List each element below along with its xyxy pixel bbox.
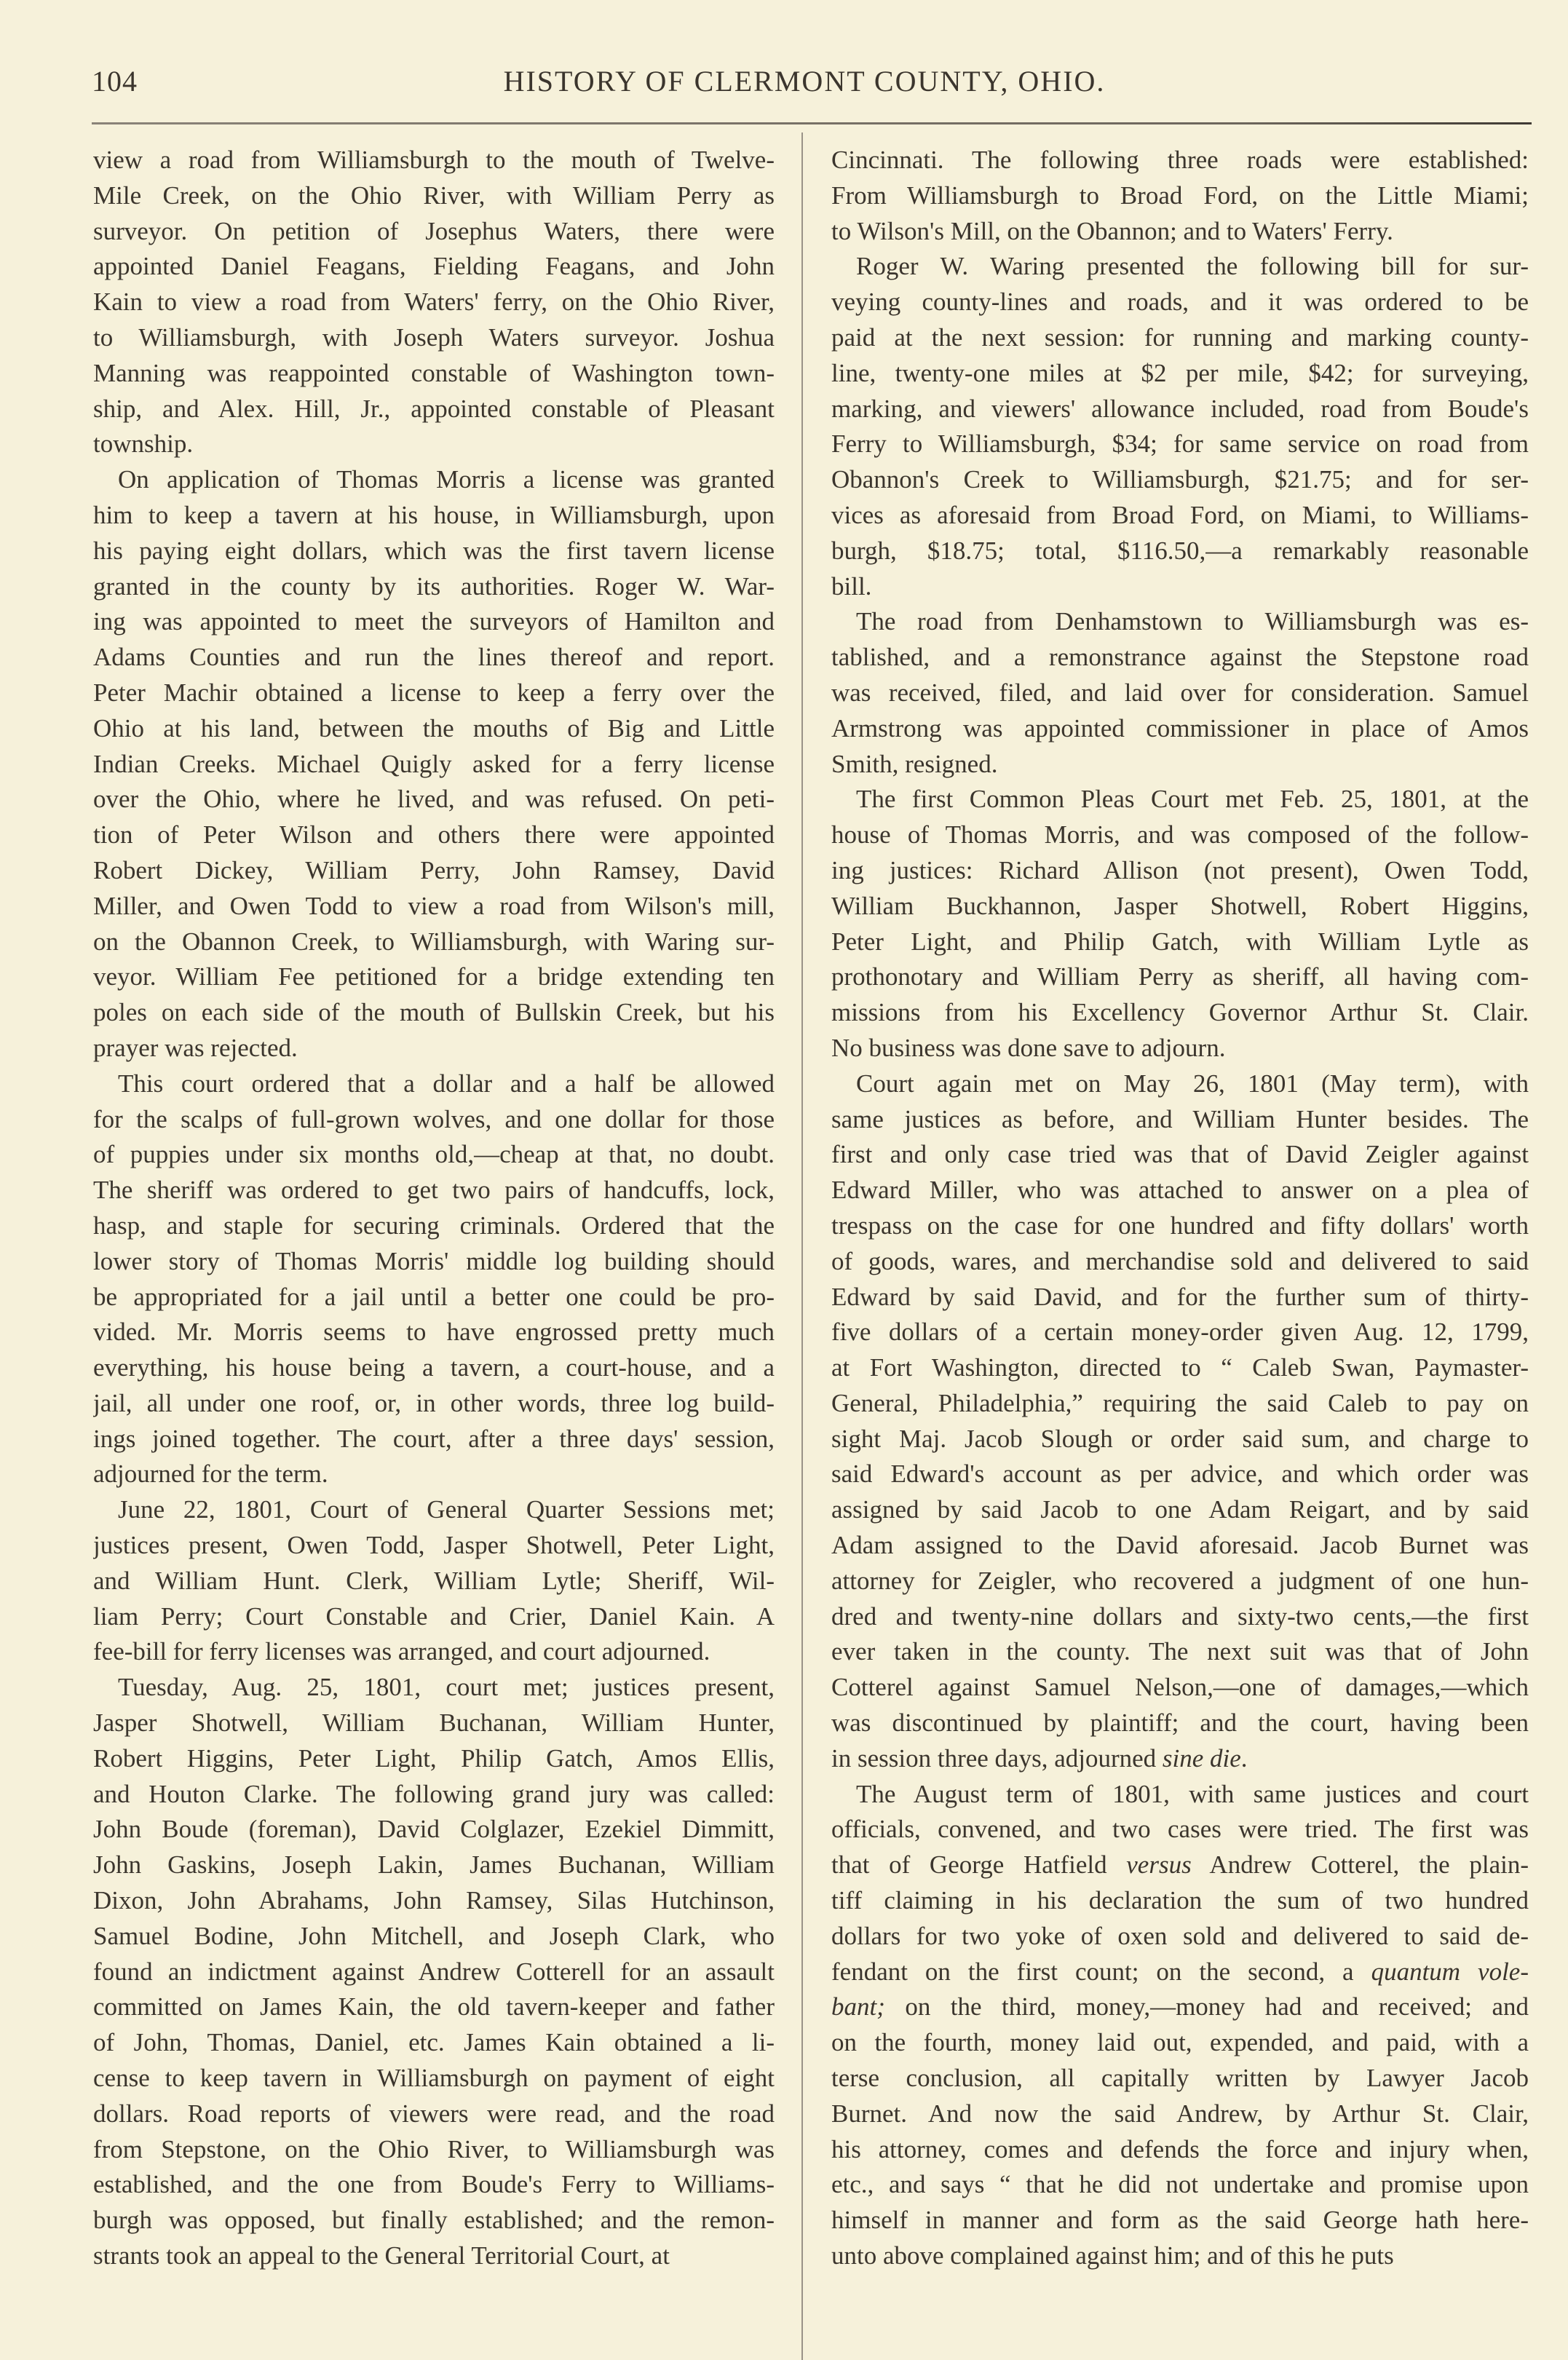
text-line: first and only case tried was that of David Zeigler against — [831, 1140, 1529, 1169]
text-segment: on the third, money,—money had and received; and — [884, 1992, 1529, 2022]
text-line: assigned by said Jacob to one Adam Reigart, and by said — [831, 1495, 1529, 1524]
text-line: dred and twenty-nine dollars and sixty-two cents,—the first — [831, 1601, 1529, 1631]
text-line: hasp, and staple for securing criminals. Ordered that the — [93, 1211, 775, 1240]
text-line: vided. Mr. Morris seems to have engrossed pretty much — [93, 1318, 775, 1347]
text-line: dollars. Road reports of viewers were read, and the road — [93, 2099, 775, 2128]
text-line: The August term of 1801, with same justices and court — [856, 1779, 1529, 1808]
text-line: attorney for Zeigler, who recovered a judgment of one hun- — [831, 1566, 1529, 1595]
text-line: prothonotary and William Perry as sheriff, all having com- — [831, 962, 1529, 991]
text-line: five dollars of a certain money-order given Aug. 12, 1799, — [831, 1318, 1529, 1347]
text-line: The sheriff was ordered to get two pairs of handcuffs, lock, — [93, 1176, 775, 1205]
text-line: Edward Miller, who was attached to answer on a plea of — [831, 1176, 1529, 1205]
text-line: for the scalps of full-grown wolves, and one dollar for those — [93, 1104, 775, 1133]
text-line: appointed Daniel Feagans, Fielding Feagans, and John — [93, 252, 775, 281]
text-line: Ohio at his land, between the mouths of Big and Little — [93, 713, 775, 743]
text-line: Jasper Shotwell, William Buchanan, William Hunter, — [93, 1708, 775, 1738]
text-line: committed on James Kain, the old tavern-keeper and father — [93, 1992, 775, 2022]
italic-text: versus — [1126, 1850, 1192, 1880]
text-line: veyor. William Fee petitioned for a bridge extending ten — [93, 962, 775, 991]
text-segment: . — [1240, 1743, 1248, 1773]
text-line: burgh was opposed, but finally established; and the remon- — [93, 2206, 775, 2235]
text-segment: that of George Hatfield — [831, 1850, 1127, 1880]
text-line: Adams Counties and run the lines thereof and report. — [93, 643, 775, 672]
text-line: unto above complained against him; and of this he puts — [831, 2241, 1394, 2270]
text-line — [831, 1741, 1529, 1777]
left-column — [93, 143, 775, 2274]
text-line: said Edward's account as per advice, and which order was — [831, 1460, 1529, 1489]
text-line: Peter Machir obtained a license to keep a ferry over the — [93, 678, 775, 707]
text-line: ing was appointed to meet the surveyors of Hamilton and — [93, 607, 775, 636]
text-line: granted in the county by its authorities. Roger W. War- — [93, 571, 775, 601]
text-line: etc., and says “ that he did not undertake and promise upon — [831, 2170, 1529, 2199]
text-line: vices as aforesaid from Broad Ford, on Miami, to Williams- — [831, 500, 1529, 529]
text-line: was received, filed, and laid over for consideration. Samuel — [831, 678, 1529, 707]
text-line: on the Obannon Creek, to Williamsburgh, with Waring sur- — [93, 927, 775, 956]
header-rule — [92, 122, 1532, 124]
text-line: No business was done save to adjourn. — [831, 1033, 1226, 1062]
text-line: From Williamsburgh to Broad Ford, on the Little Miami; — [831, 181, 1529, 210]
text-line: Tuesday, Aug. 25, 1801, court met; justices present, — [118, 1673, 775, 1702]
text-line: This court ordered that a dollar and a half be allowed — [118, 1069, 775, 1098]
column-divider — [801, 132, 803, 2360]
text-line: of John, Thomas, Daniel, etc. James Kain obtained a li- — [93, 2028, 775, 2057]
text-line — [831, 1848, 1529, 1883]
text-line: everything, his house being a tavern, a court-house, and a — [93, 1353, 775, 1382]
text-segment: in session three days, adjourned — [831, 1743, 1163, 1773]
italic-text: sine die — [1162, 1743, 1241, 1773]
text-line: strants took an appeal to the General Territorial Court, at — [93, 2241, 670, 2270]
text-line: veying county-lines and roads, and it was ordered to be — [831, 288, 1529, 317]
text-line: Smith, resigned. — [831, 749, 998, 778]
text-line: Cotterel against Samuel Nelson,—one of damages,—which — [831, 1673, 1529, 1702]
text-line: him to keep a tavern at his house, in Williamsburgh, upon — [93, 500, 775, 529]
text-line: ing justices: Richard Allison (not present), Owen Todd, — [831, 855, 1529, 884]
text-line: Burnet. And now the said Andrew, by Arthur St. Clair, — [831, 2099, 1529, 2128]
text-line: justices present, Owen Todd, Jasper Shotwell, Peter Light, — [93, 1531, 775, 1560]
italic-text: bant; — [831, 1992, 885, 2022]
text-line: line, twenty-one miles at $2 per mile, $42; for surveying, — [831, 358, 1529, 387]
text-line: Edward by said David, and for the further sum of thirty- — [831, 1282, 1529, 1311]
text-line: tablished, and a remonstrance against the Stepstone road — [831, 643, 1529, 672]
text-line: jail, all under one roof, or, in other words, three log build- — [93, 1388, 775, 1417]
right-column — [831, 143, 1529, 2274]
text-line: view a road from Williamsburgh to the mouth of Twelve- — [93, 146, 775, 174]
text-line: burgh, $18.75; total, $116.50,—a remarkably reasonable — [831, 536, 1529, 565]
text-line: found an indictment against Andrew Cotterell for an assault — [93, 1957, 775, 1986]
text-line: tiff claiming in his declaration the sum of two hundred — [831, 1886, 1529, 1915]
text-line: terse conclusion, all capitally written by Lawyer Jacob — [831, 2064, 1529, 2093]
text-line: William Buckhannon, Jasper Shotwell, Robert Higgins, — [831, 891, 1529, 920]
text-line: be appropriated for a jail until a better one could be pro- — [93, 1282, 775, 1311]
text-line: Mile Creek, on the Ohio River, with William Perry as — [93, 181, 775, 210]
text-line: Robert Dickey, William Perry, John Ramsey, David — [93, 855, 775, 884]
text-segment: Andrew Cotterel, the plain- — [1191, 1850, 1529, 1880]
text-line: Dixon, John Abrahams, John Ramsey, Silas Hutchinson, — [93, 1886, 775, 1915]
text-line: and Houton Clarke. The following grand jury was called: — [93, 1779, 775, 1808]
text-line: lower story of Thomas Morris' middle log building should — [93, 1246, 775, 1275]
text-segment: fendant on the first count; on the second, a — [831, 1957, 1371, 1986]
text-line: The first Common Pleas Court met Feb. 25, 1801, at the — [856, 785, 1529, 814]
text-line: dollars for two yoke of oxen sold and delivered to said de- — [831, 1921, 1529, 1950]
page-number: 104 — [92, 65, 138, 98]
text-line: ever taken in the county. The next suit was that of John — [831, 1637, 1529, 1666]
text-line: trespass on the case for one hundred and fifty dollars' worth — [831, 1211, 1529, 1240]
text-line: The road from Denhamstown to Williamsburgh was es- — [856, 607, 1529, 636]
text-line: established, and the one from Boude's Ferry to Williams- — [93, 2170, 775, 2199]
text-line: officials, convened, and two cases were tried. The first was — [831, 1815, 1529, 1844]
text-line: Manning was reappointed constable of Washington town- — [93, 358, 775, 387]
text-line: ship, and Alex. Hill, Jr., appointed constable of Pleasant — [93, 394, 775, 423]
text-line: Kain to view a road from Waters' ferry, on the Ohio River, — [93, 288, 775, 317]
text-line: over the Ohio, where he lived, and was refused. On peti- — [93, 785, 775, 814]
text-line: Miller, and Owen Todd to view a road from Wilson's mill, — [93, 891, 775, 920]
text-line: fee-bill for ferry licenses was arranged, and court adjourned. — [93, 1637, 710, 1666]
text-line: Obannon's Creek to Williamsburgh, $21.75; and for ser- — [831, 465, 1529, 494]
text-line: Adam assigned to the David aforesaid. Jacob Burnet was — [831, 1531, 1529, 1560]
text-line: Court again met on May 26, 1801 (May term), with — [856, 1069, 1529, 1098]
text-line: missions from his Excellency Governor Arthur St. Clair. — [831, 998, 1529, 1027]
text-line: June 22, 1801, Court of General Quarter Sessions met; — [118, 1495, 775, 1524]
text-line: his paying eight dollars, which was the first tavern license — [93, 536, 775, 565]
text-line: Robert Higgins, Peter Light, Philip Gatch, Amos Ellis, — [93, 1743, 775, 1773]
text-line: township. — [93, 429, 194, 459]
text-line: on the fourth, money laid out, expended, and paid, with a — [831, 2028, 1529, 2057]
text-line: marking, and viewers' allowance included, road from Boude's — [831, 394, 1529, 423]
text-line: Samuel Bodine, John Mitchell, and Joseph Clark, who — [93, 1921, 775, 1950]
text-line: prayer was rejected. — [93, 1033, 298, 1062]
text-line: tion of Peter Wilson and others there were appointed — [93, 820, 775, 850]
text-line: liam Perry; Court Constable and Crier, Daniel Kain. A — [93, 1601, 775, 1631]
text-line: sight Maj. Jacob Slough or order said sum, and charge to — [831, 1424, 1529, 1453]
text-line: at Fort Washington, directed to “ Caleb Swan, Paymaster- — [831, 1353, 1529, 1382]
text-line: of goods, wares, and merchandise sold and delivered to said — [831, 1246, 1529, 1275]
text-line — [831, 1955, 1529, 1990]
text-line — [831, 1989, 1529, 2025]
text-line: Peter Light, and Philip Gatch, with William Lytle as — [831, 927, 1529, 956]
text-line: paid at the next session: for running and marking county- — [831, 322, 1529, 352]
text-line: Ferry to Williamsburgh, $34; for same service on road from — [831, 429, 1529, 459]
text-line: of puppies under six months old,—cheap at that, no doubt. — [93, 1140, 775, 1169]
text-line: to Williamsburgh, with Joseph Waters surveyor. Joshua — [93, 322, 775, 352]
text-line: to Wilson's Mill, on the Obannon; and to Waters' Ferry. — [831, 216, 1393, 245]
text-line: was discontinued by plaintiff; and the court, having been — [831, 1708, 1529, 1738]
text-line: John Gaskins, Joseph Lakin, James Buchanan, William — [93, 1850, 775, 1880]
text-line: from Stepstone, on the Ohio River, to Williamsburgh was — [93, 2134, 775, 2163]
italic-text: quantum vole- — [1371, 1957, 1529, 1986]
text-line: his attorney, comes and defends the force and injury when, — [831, 2134, 1529, 2163]
text-line: same justices as before, and William Hunter besides. The — [831, 1104, 1529, 1133]
text-line: surveyor. On petition of Josephus Waters, there were — [93, 216, 775, 245]
text-line: adjourned for the term. — [93, 1460, 328, 1489]
text-line: and William Hunt. Clerk, William Lytle; Sheriff, Wil- — [93, 1566, 775, 1595]
text-line: John Boude (foreman), David Colglazer, Ezekiel Dimmitt, — [93, 1815, 775, 1844]
text-line: Cincinnati. The following three roads were established: — [831, 146, 1529, 174]
text-line: Armstrong was appointed commissioner in place of Amos — [831, 713, 1529, 743]
text-line: cense to keep tavern in Williamsburgh on payment of eight — [93, 2064, 775, 2093]
text-line: Roger W. Waring presented the following bill for sur- — [856, 252, 1529, 281]
text-line: poles on each side of the mouth of Bullskin Creek, but his — [93, 998, 775, 1027]
text-line: ings joined together. The court, after a three days' session, — [93, 1424, 775, 1453]
text-line: house of Thomas Morris, and was composed of the follow- — [831, 820, 1529, 850]
text-line: General, Philadelphia,” requiring the said Caleb to pay on — [831, 1388, 1529, 1417]
text-line: Indian Creeks. Michael Quigly asked for a ferry license — [93, 749, 775, 778]
text-line: himself in manner and form as the said George hath here- — [831, 2206, 1529, 2235]
text-line: bill. — [831, 571, 872, 601]
text-line: On application of Thomas Morris a license was granted — [118, 465, 775, 494]
running-title: HISTORY OF CLERMONT COUNTY, OHIO. — [503, 65, 1106, 98]
